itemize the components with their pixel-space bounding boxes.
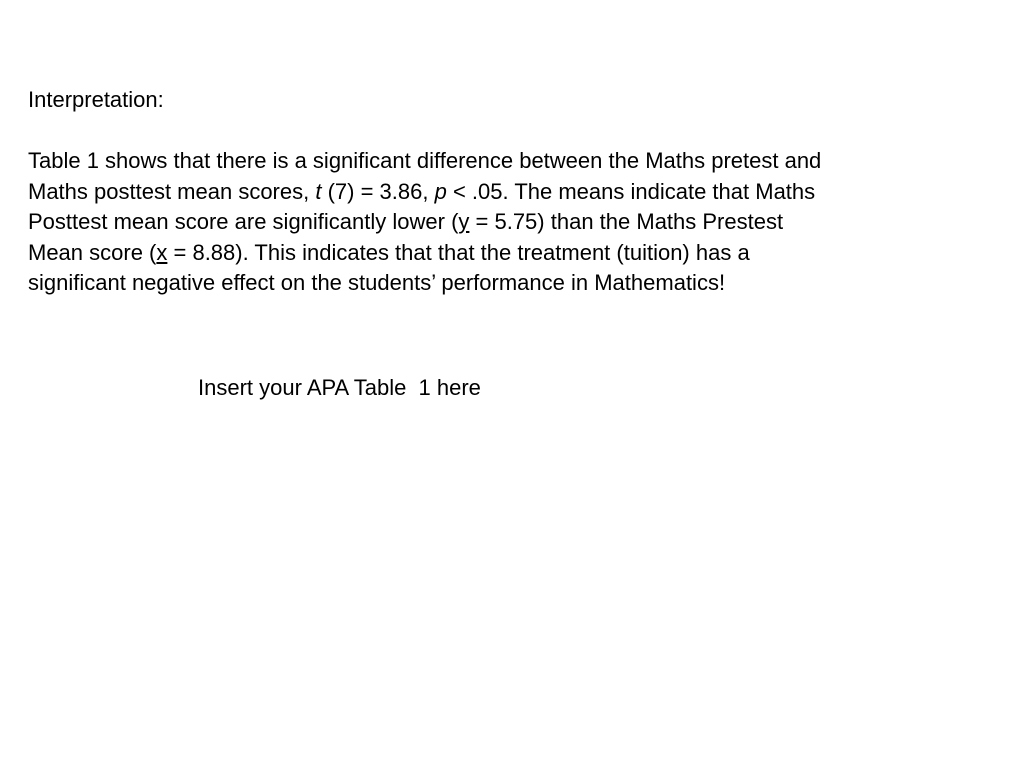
y-mean-symbol: y [458,209,470,235]
line-3-text-b: = 5.75) than the Maths Prestest [469,209,784,235]
paragraph-line-2 [28,177,988,208]
paragraph-line-1: Table 1 shows that there is a significant difference between the Maths pretest and [28,148,822,173]
paragraph-line-4 [28,238,988,269]
t-statistic-symbol: t [315,178,322,204]
line-3-text-a: Posttest mean score are significantly lower ( [28,209,459,235]
apa-table-placeholder: Insert your APA Table 1 here [198,375,481,400]
p-value-symbol: p [434,178,447,204]
line-2-text-a: Maths posttest mean scores, [28,178,316,204]
paragraph-line-5: significant negative effect on the students’ performance in Mathematics! [28,270,726,296]
line-4-text-a: Mean score ( [28,239,157,265]
interpretation-heading: Interpretation: [28,87,164,112]
line-4-text-b: = 8.88). This indicates that that the treatment (tuition) has a [167,239,750,265]
line-2-text-b: (7) = 3.86, [321,178,435,204]
interpretation-paragraph [28,146,988,299]
paragraph-line-3 [28,207,988,238]
x-mean-symbol: x [156,239,168,265]
line-2-text-c: < .05. The means indicate that Maths [446,178,816,204]
